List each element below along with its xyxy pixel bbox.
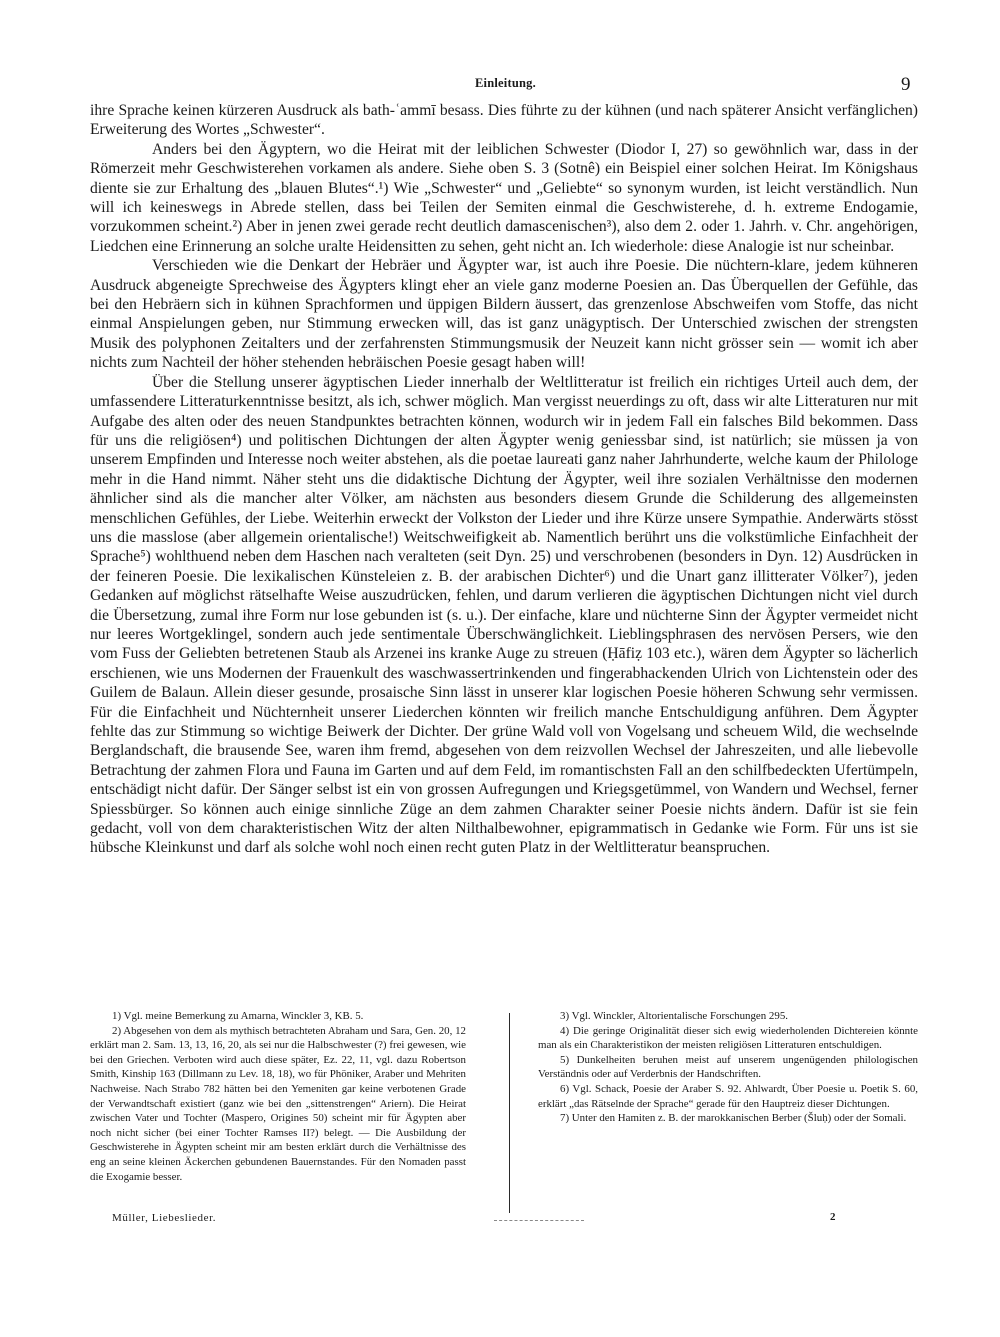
signature-rule xyxy=(494,1220,584,1221)
running-head xyxy=(0,74,1000,98)
column-divider xyxy=(509,1013,510,1213)
paragraph-continuation: ihre Sprache keinen kürzeren Ausdruck als bath-ʿammī besass. Dies führte zu der kühnen (und nach späterer Ansicht verfänglichen) Erweiterung des Wortes „Schwester“. xyxy=(90,102,918,139)
footnote-5: 5) Dunkelheiten beruhen meist auf unserem ungenügenden philologischen Verständnis oder auf Verderbnis der Handschriften. xyxy=(538,1053,918,1081)
page-number: 9 xyxy=(901,74,911,95)
paragraph-weltlitteratur: Über die Stellung unserer ägyptischen Lieder innerhalb der Weltlitteratur ist freilich ein richtiges Urteil auch dem, der umfassendere Litteraturkenntnisse besitzt, als ich, schwer möglich. Man vergisst neuerdings zu oft, dass wir alte Litteraturen nur mit Aufgabe des alten oder des neuen Standpunktes betrachten können, wodurch wir in jedem Fall ein falsches Bild bekommen. Dass für uns die religiösen⁴) und politischen Dichtungen der alten Ägypter wenig geniessbar sind, ist natürlich; sie müssen ja von unserem Empfinden und Interesse noch weiter abstehen, als die poetae laureati ganz naher Jahrhunderte, welche kaum der Philologe mehr in die Hand nimmt. Näher steht uns die didaktische Dichtung der Ägypter, weil ihre sozialen Verhältnisse den modernen ähnlicher sind als die mancher alter Völker, am nächsten aus besonders diesem Grunde die Schilderung des allgemeinsten menschlichen Gefühles, der Liebe. Weiterhin erweckt der Volkston der Lieder und ihre Kürze unsere Sympathie. Anderwärts stösst uns die masslose (aber allgemein orientalische!) Weitschweifigkeit ab. Namentlich berührt uns die volkstümliche Einfachheit der Sprache⁵) wohlthuend neben dem Haschen nach veralteten (seit Dyn. 25) und verschrobenen (besonders in Dyn. 12) Ausdrücken in der feineren Poesie. Die lexikalischen Künsteleien z. B. der arabischen Dichter⁶) und die Unart ganz illitterater Völker⁷), jeden Gedanken auf möglichst rätselhafte Weise auszudrücken, fehlen, und darum verlieren die ägyptischen Dichtungen nicht viel durch die Übersetzung, zumal ihre Form nur lose gebunden ist (s. u.). Der einfache, klare und nüchterne Sinn der Ägypter vermeidet nicht nur leeres Wortgeklingel, sondern auch jede sentimentale Überschwänglichkeit. Lieblingsphrasen des nervösen Persers, wie den vom Fuss der Geliebten betretenen Staub als Arzenei ins kranke Auge zu streuen (Ḥāfiẓ 103 etc.), wären dem Ägypter so lächerlich erschienen, wie uns Modernen der Frauenkult des waschwassertrinkenden und fingerabhackenden Ulrich von Lichtenstein oder des Guilem de Balaun. Allein dieser gesunde, prosaische Sinn lässt in unserer klar logischen Poesie höheren Schwung sehr vermissen. Für die Einfachheit und Nüchternheit unserer Liederchen könnten wir freilich manche Entschuldigung anführen. Dem Ägypter fehlte das zur Stimmung so wichtige Beiwerk der Dichter. Der grüne Wald voll von Vogelsang und scheuem Wild, die wechselnde Berglandschaft, die brausende See, waren ihm fremd, abgesehen von dem reizvollen Wechsel der Jahreszeiten, und alle liebevolle Betrachtung der zahmen Flora und Fauna im Garten und auf dem Feld, im romantischsten Fall an den schilfbedeckten Ufertümpeln, entschädigt nicht dafür. Der Sänger selbst ist ein von grossen Aufregungen und Kriegsgetümmel, von Wandern und Wechsel, ferner Spiessbürger. So können auch einige sinnliche Züge an dem zahmen Charakter seiner Poesie nichts ändern. Dafür ist sie fein gedacht, voll von dem charakteristischen Witz der alten Nilthalbewohner, epigrammatisch in Gedanke wie Form. Für uns ist sie hübsche Kleinkunst und darf als solche wohl noch einen recht guten Platz in der Weltlitteratur beanspruchen. xyxy=(90,373,918,857)
paragraph-aegypter: Anders bei den Ägyptern, wo die Heirat mit der leiblichen Schwester (Diodor I, 27) so gewöhnlich war, dass in der Römerzeit mehr Geschwisterehen vorkamen als andere. Siehe oben S. 3 (Sotnê) ein Beispiel einer solchen Heirat. Im Königshaus diente sie zur Erhaltung des „blauen Blutes“.¹) Wie „Schwester“ und „Geliebte“ so synonym wurden, ist leicht verständlich. Nun will ich keineswegs in Abrede stellen, dass bei Teilen der Semiten einmal die Geschwisterehe, d. h. extreme Endogamie, vorzukommen scheint.²) Aber in jenen zwei gerade recht deutlich damascenischen³), also dem 2. oder 1. Jahrh. v. Chr. angehörigen, Liedchen eine Erinnerung an solche uralte Heidensitten zu sehen, geht nicht an. Ich wiederhole: diese Analogie ist nur scheinbar. xyxy=(90,140,918,255)
footnote-3: 3) Vgl. Winckler, Altorientalische Forschungen 295. xyxy=(560,1010,788,1022)
running-title: Einleitung. xyxy=(475,76,536,90)
footnote-7: 7) Unter den Hamiten z. B. der marokkanischen Berber (Šluḥ) oder der Somali. xyxy=(560,1112,907,1125)
footnote-2: 2) Abgesehen von dem als mythisch betrachteten Abraham und Sara, Gen. 20, 12 erklärt man 2. Sam. 13, 13, 16, 20, als sei nur die Halbschwester (?) frei gewesen, wie bei den Griechen. Verboten wird auch diese später, Ez. 22, 11, vgl. dazu Robertson Smith, Kinship 163 (Dillmann zu Lev. 18, 18), wo für Phöniker, Araber und Mehriten Nachweise. Nach Strabo 782 hätten bei den Yemeniten gar keine verbotenen Grade der Verwandtschaft existiert (ganz wie bei den „sittenstrengen“ Ariern). Die Heirat zwischen Vater und Tochter (Maspero, Origines 50) scheint mir für Ägypten aber noch nicht sicher (bei einer Tochter Ramses II?) belegt. — Die Ausbildung der Geschwisterehe in Ägypten scheint mir am besten erklärt durch die Verhältnisse des eng an seine kleinen Äckerchen gebundenen Bauernstandes. Für den Nomaden passt die Exogamie besser. xyxy=(90,1024,466,1183)
footnote-6: 6) Vgl. Schack, Poesie der Araber S. 92. Ahlwardt, Über Poesie u. Poetik S. 60, erklärt „das Rätselnde der Sprache“ gerade für den Hauptreiz dieser Dichtungen. xyxy=(538,1082,918,1110)
footnotes-right-column xyxy=(538,1009,918,1126)
footnote-1: 1) Vgl. meine Bemerkung zu Amarna, Winckler 3, KB. 5. xyxy=(112,1010,364,1022)
footnotes-left-column xyxy=(90,1009,466,1184)
footnotes xyxy=(90,1009,918,1219)
printer-signature: Müller, Liebeslieder. xyxy=(112,1212,217,1224)
footnote-4: 4) Die geringe Originalität dieser sich ewig wiederholenden Dichtereien könnte man als ein Charakteristikon der meisten religiösen Litteraturen entschuldigen. xyxy=(538,1024,918,1052)
paragraph-poesie: Verschieden wie die Denkart der Hebräer und Ägypter war, ist auch ihre Poesie. Die nüchtern-klare, jedem kühneren Ausdruck abgeneigte Sprechweise des Ägypters klingt eher an viele ganz moderne Poesien an. Das Überquellen der Gefühle, das bei den Hebräern sich in kühnen Sprachformen und üppigen Bildern äussert, das grenzenlose Abschweifen vom Stoffe, das nicht einmal Anspielungen geben, nur Stimmung erwecken will, das ist ganz unägyptisch. Der Unterschied zwischen der strengsten Musik des polyphonen Zeitalters und der zerfahrensten Stimmungsmusik der Neuzeit kann nicht grösser sein — womit ich aber nichts zum Nachteil der höher stehenden hebräischen Poesie gesagt haben will! xyxy=(90,257,918,372)
body-text xyxy=(90,101,918,858)
sheet-number: 2 xyxy=(830,1211,836,1223)
